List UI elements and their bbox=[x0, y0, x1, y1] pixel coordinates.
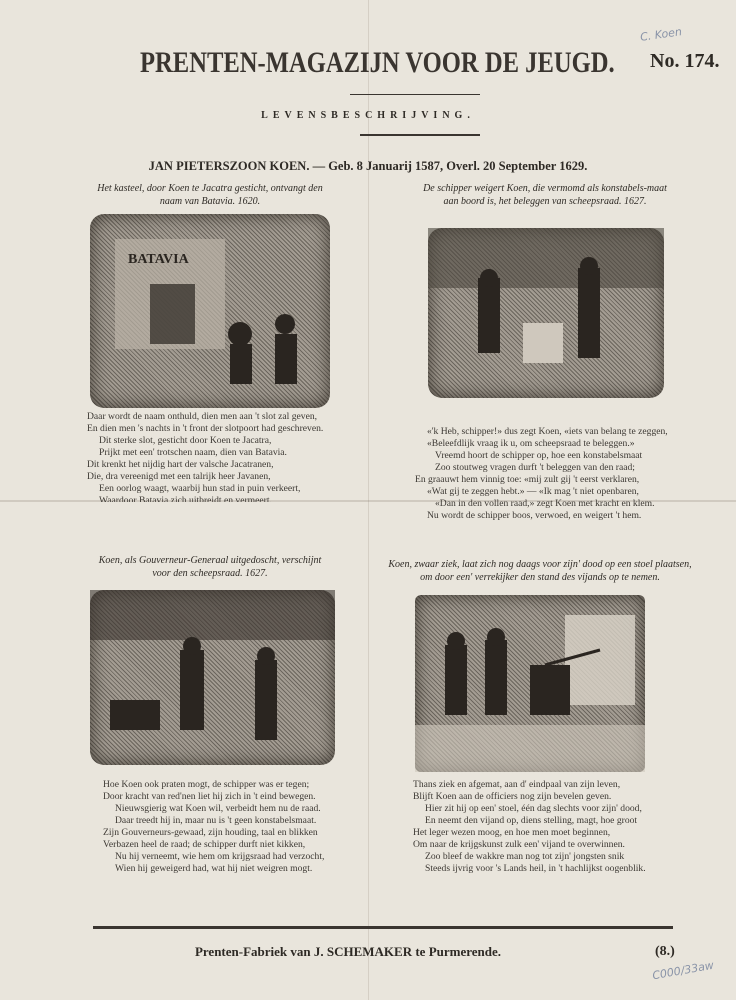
verse-line: «Beleefdlijk vraag ik u, om scheepsraad te beleggen.» bbox=[427, 438, 635, 449]
publication-title: PRENTEN-MAGAZIJN VOOR DE JEUGD. bbox=[140, 46, 615, 79]
panel-2-verse bbox=[415, 426, 668, 522]
verse-line: En neemt den vijand op, diens stelling, magt, hoe groot bbox=[425, 815, 638, 826]
panel-3-caption bbox=[60, 554, 360, 580]
verse-line: «Wat gij te zeggen hebt.» — «Ik mag 't niet openbaren, bbox=[427, 486, 639, 497]
verse-line: Om naar de krijgskunst zulk een' vijand te overwinnen. bbox=[413, 839, 625, 850]
verse-line: «'k Heb, schipper!» dus zegt Koen, «iets van belang te zeggen, bbox=[427, 426, 668, 437]
ornament-rule bbox=[360, 134, 480, 136]
verse-line: Nu hij verneemt, wie hem om krijgsraad had verzocht, bbox=[115, 851, 325, 862]
verse-line: «Dan in den vollen raad,» zegt Koen met kracht en klem. bbox=[435, 498, 655, 509]
biography-heading: JAN PIETERSZOON KOEN. — Geb. 8 Januarij 1587, Overl. 20 September 1629. bbox=[148, 159, 588, 173]
footer-rule bbox=[93, 926, 673, 929]
caption-line: Het kasteel, door Koen te Jacatra gesticht, ontvangt den bbox=[97, 183, 323, 194]
engraving-ship-council bbox=[90, 590, 335, 765]
verse-line: Zoo bleef de wakkre man nog tot zijn' jongsten snik bbox=[425, 851, 625, 862]
verse-line: Die, dra vereenigd met een talrijk heer Javanen, bbox=[87, 471, 271, 482]
verse-line: Waardoor Batavia zich uitbreidt en vermeert. bbox=[99, 495, 272, 502]
verse-line: Zoo stoutweg vragen durft 't beleggen van den raad; bbox=[435, 462, 635, 473]
verse-line: Vreemd hoort de schipper op, hoe een konstabelsmaat bbox=[435, 450, 643, 461]
verse-line: Dit sterke slot, gesticht door Koen te Jacatra, bbox=[99, 435, 272, 446]
verse-line: Daar treedt hij in, maar nu is 't geen konstabelsmaat. bbox=[115, 815, 317, 826]
caption-line: Koen, zwaar ziek, laat zich nog daags voor zijn' dood op een stoel plaatsen, bbox=[388, 559, 692, 570]
handwritten-inventory-number: C000/33aw bbox=[651, 958, 715, 983]
panel-3-verse bbox=[103, 779, 324, 875]
handwritten-note-top: C. Koen bbox=[639, 25, 683, 44]
verse-line: Nieuwsgierig wat Koen wil, verbeidt hem nu de raad. bbox=[115, 803, 321, 814]
verse-line: Zijn Gouverneurs-gewaad, zijn houding, taal en blikken bbox=[103, 827, 318, 838]
verse-line: Daar wordt de naam onthuld, dien men aan 't slot zal geven, bbox=[87, 411, 318, 422]
section-subtitle: LEVENSBESCHRIJVING. bbox=[261, 110, 475, 121]
verse-line: Een oorlog waagt, waarbij hun stad in puin verkeert, bbox=[99, 483, 301, 494]
verse-line: Hier zit hij op een' stoel, één dag slechts voor zijn' dood, bbox=[425, 803, 642, 814]
issue-number: No. 174. bbox=[650, 50, 720, 72]
verse-line: Steeds ijvrig voor 's Lands heil, in 't hachlijkst oogenblik. bbox=[425, 863, 646, 874]
verse-line: Verbazen heel de raad; de schipper durft niet kikken, bbox=[103, 839, 306, 850]
verse-line: Prijkt met een' trotschen naam, dien van Batavia. bbox=[99, 447, 287, 458]
batavia-sign: BATAVIA bbox=[128, 252, 189, 267]
caption-line: naam van Batavia. 1620. bbox=[159, 196, 261, 207]
sheet-number: (8.) bbox=[655, 944, 675, 959]
panel-4-caption bbox=[370, 558, 710, 584]
engraving-batavia-castle bbox=[90, 214, 330, 408]
panel-2-caption bbox=[380, 182, 710, 208]
caption-line: De schipper weigert Koen, die vermomd als konstabels-maat bbox=[423, 183, 667, 194]
printer-imprint: Prenten-Fabriek van J. SCHEMAKER te Purmerende. bbox=[194, 944, 502, 959]
verse-line: Dit krenkt het nijdig hart der valsche Jacatranen, bbox=[87, 459, 274, 470]
engraving-ship-cabin bbox=[428, 228, 664, 398]
engraving-koen-telescope bbox=[415, 595, 645, 772]
panel-1-caption bbox=[60, 182, 360, 208]
caption-line: voor den scheepsraad. 1627. bbox=[152, 568, 268, 579]
verse-line: Het leger wezen moog, en hoe men moet beginnen, bbox=[413, 827, 611, 838]
verse-line: En graauwt hem vinnig toe: «mij zult gij 't eerst verklaren, bbox=[415, 474, 640, 485]
verse-line: Door kracht van red'nen liet hij zich in 't eind bewegen. bbox=[103, 791, 316, 802]
verse-line: Thans ziek en afgemat, aan d' eindpaal van zijn leven, bbox=[413, 779, 621, 790]
verse-line: Nu wordt de schipper boos, verwoed, en weigert 't hem. bbox=[427, 510, 642, 521]
caption-line: om door een' verrekijker den stand des vijands op te nemen. bbox=[420, 572, 660, 583]
caption-line: aan boord is, het beleggen van scheepsraad. 1627. bbox=[443, 196, 647, 207]
panel-4-verse bbox=[413, 779, 646, 875]
verse-line: En dien men 's nachts in 't front der slotpoort had geschreven. bbox=[87, 423, 324, 434]
title-rule bbox=[350, 94, 480, 95]
caption-line: Koen, als Gouverneur-Generaal uitgedoscht, verschijnt bbox=[98, 555, 322, 566]
verse-line: Hoe Koen ook praten mogt, de schipper was er tegen; bbox=[103, 779, 310, 790]
panel-1-verse bbox=[87, 411, 323, 502]
verse-line: Blijft Koen aan de officiers nog zijn bevelen geven. bbox=[413, 791, 612, 802]
verse-line: Wien hij geweigerd had, wat hij niet weigren mogt. bbox=[115, 863, 313, 874]
